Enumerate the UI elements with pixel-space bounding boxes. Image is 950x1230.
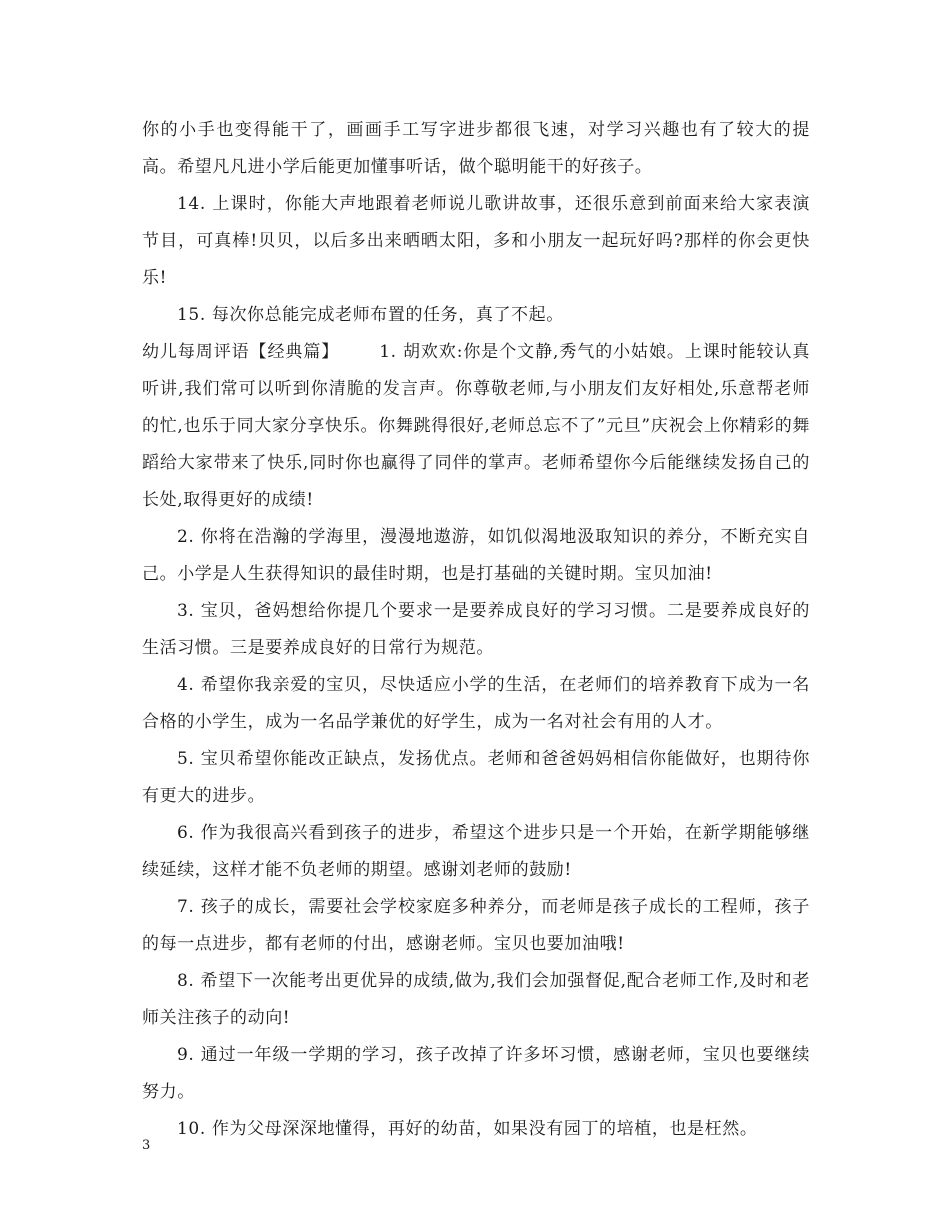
list-item: 7. 孩子的成长，需要社会学校家庭多种养分，而老师是孩子成长的工程师，孩子的每一点进步，都有老师的付出，感谢老师。宝贝也要加油哦! bbox=[142, 897, 810, 954]
page-number: 3 bbox=[142, 1138, 151, 1153]
paragraph-item-15: 15. 每次你总能完成老师布置的任务，真了不起。 bbox=[177, 305, 564, 325]
list-item: 2. 你将在浩瀚的学海里，漫漫地遨游，如饥似渴地汲取知识的养分，不断充实自己。小学是人生获得知识的最佳时期，也是打基础的关键时期。宝贝加油! bbox=[142, 527, 810, 584]
paragraph-item-14: 14. 上课时，你能大声地跟着老师说儿歌讲故事，还很乐意到前面来给大家表演节目，可真棒!贝贝，以后多出来晒晒太阳，多和小朋友一起玩好吗?那样的你会更快乐! bbox=[142, 194, 810, 288]
section-heading: 幼儿每周评语【经典篇】 bbox=[142, 342, 340, 362]
list-item: 9. 通过一年级一学期的学习，孩子改掉了许多坏习惯，感谢老师，宝贝也要继续努力。 bbox=[142, 1045, 810, 1102]
list-item: 8. 希望下一次能考出更优异的成绩,做为,我们会加强督促,配合老师工作,及时和老师关注孩子的动向! bbox=[142, 971, 810, 1028]
list-item: 3. 宝贝，爸妈想给你提几个要求一是要养成良好的学习习惯。二是要养成良好的生活习惯。三是要养成良好的日常行为规范。 bbox=[142, 601, 810, 658]
section-item-1: 1. 胡欢欢:你是个文静,秀气的小姑娘。上课时能较认真听讲,我们常可以听到你清脆的发言声。你尊敬老师,与小朋友们友好相处,乐意帮老师的忙,也乐于同大家分享快乐。你舞跳得很好,老师总忘不了”元旦”庆祝会上你精彩的舞蹈给大家带来了快乐,同时你也赢得了同伴的掌声。老师希望你今后能继续发扬自己的长处,取得更好的成绩! bbox=[142, 342, 811, 510]
section-paragraph bbox=[142, 334, 810, 519]
document-page bbox=[142, 112, 810, 1148]
list-item: 6. 作为我很高兴看到孩子的进步，希望这个进步只是一个开始，在新学期能够继续延续，这样才能不负老师的期望。感谢刘老师的鼓励! bbox=[142, 823, 810, 880]
list-item: 10. 作为父母深深地懂得，再好的幼苗，如果没有园丁的培植，也是枉然。 bbox=[177, 1119, 758, 1139]
list-item: 5. 宝贝希望你能改正缺点，发扬优点。老师和爸爸妈妈相信你能做好，也期待你有更大的进步。 bbox=[142, 749, 810, 806]
list-item: 4. 希望你我亲爱的宝贝，尽快适应小学的生活，在老师们的培养教育下成为一名合格的小学生，成为一名品学兼优的好学生，成为一名对社会有用的人才。 bbox=[142, 675, 810, 732]
paragraph-continued: 你的小手也变得能干了，画画手工写字进步都很飞速，对学习兴趣也有了较大的提高。希望凡凡进小学后能更加懂事听话，做个聪明能干的好孩子。 bbox=[142, 120, 810, 177]
